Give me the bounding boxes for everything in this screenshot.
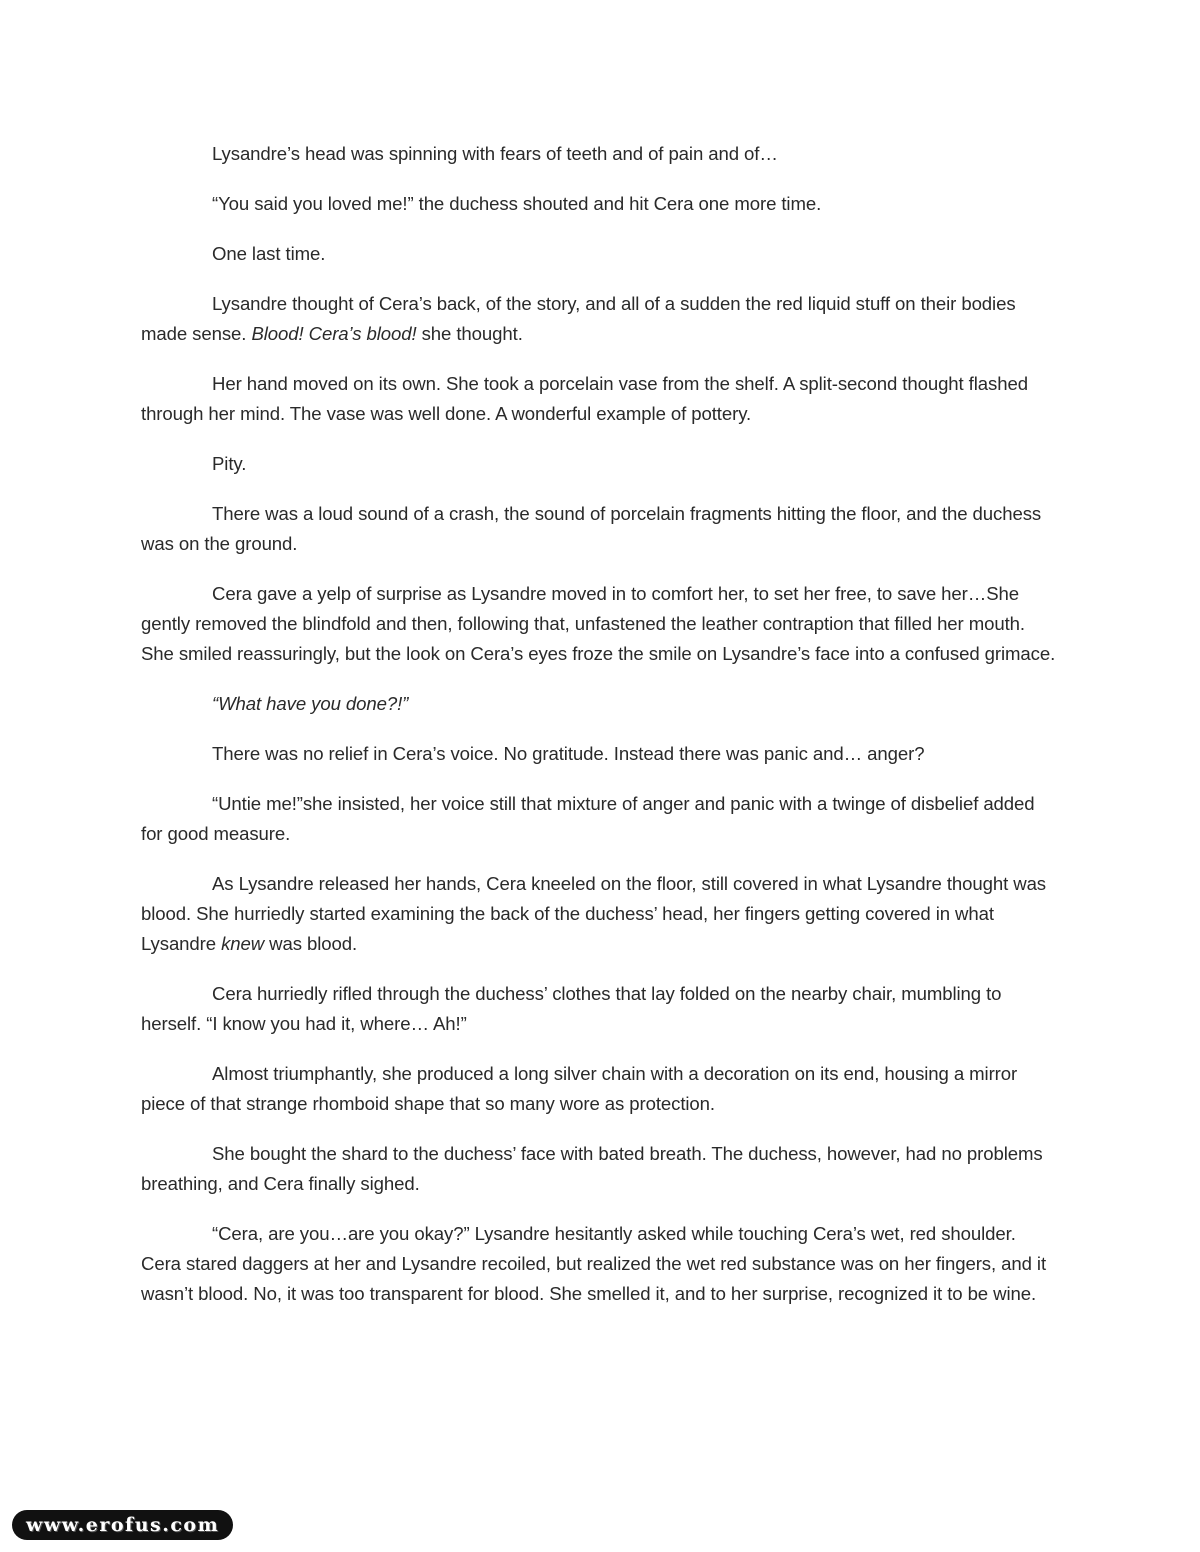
paragraph-16 (141, 1219, 1059, 1309)
text-segment: Almost triumphantly, she produced a long silver chain with a decoration on its end, housing a mirror piece of that strange rhomboid shape that so many wore as protection. (141, 1063, 1018, 1114)
italic-segment: knew (221, 933, 265, 954)
document-page (141, 139, 1059, 1329)
text-segment: One last time. (212, 243, 326, 264)
paragraph-7 (141, 499, 1059, 559)
text-segment: Cera hurriedly rifled through the duchess’ clothes that lay folded on the nearby chair, mumbling to herself. “I know you had it, where… Ah!” (141, 983, 1002, 1034)
paragraph-6 (141, 449, 1059, 479)
text-segment: Lysandre thought of Cera’s back, of the story, and all of a sudden the red liquid stuff on their bodies made sense. (141, 293, 1016, 344)
text-segment: Pity. (212, 453, 247, 474)
italic-segment: “What have you done?!” (212, 693, 409, 714)
watermark-logo: www.erofus.com (12, 1510, 233, 1540)
text-segment: Cera gave a yelp of surprise as Lysandre moved in to comfort her, to set her free, to save her…She gently removed the blindfold and then, following that, unfastened the leather contraption that filled her mouth. She smiled reassuringly, but the look on Cera’s eyes froze the smile on Lysandre’s face into a confused grimace. (141, 583, 1056, 664)
paragraph-8 (141, 579, 1059, 669)
text-segment: Her hand moved on its own. She took a porcelain vase from the shelf. A split-second thought flashed through her mind. The vase was well done. A wonderful example of pottery. (141, 373, 1028, 424)
paragraph-3 (141, 239, 1059, 269)
italic-segment: Blood! Cera’s blood! (251, 323, 417, 344)
paragraph-1 (141, 139, 1059, 169)
paragraph-9 (141, 689, 1059, 719)
text-segment: There was no relief in Cera’s voice. No gratitude. Instead there was panic and… anger? (212, 743, 925, 764)
paragraph-13 (141, 979, 1059, 1039)
paragraph-11 (141, 789, 1059, 849)
paragraph-5 (141, 369, 1059, 429)
text-segment: “Untie me!”she insisted, her voice still that mixture of anger and panic with a twinge of disbelief added for good measure. (141, 793, 1035, 844)
paragraph-15 (141, 1139, 1059, 1199)
paragraph-12 (141, 869, 1059, 959)
text-segment: Lysandre’s head was spinning with fears of teeth and of pain and of… (212, 143, 778, 164)
text-segment: she thought. (416, 323, 523, 344)
text-segment: As Lysandre released her hands, Cera kneeled on the floor, still covered in what Lysandre thought was blood. She hurriedly started examining the back of the duchess’ head, her fingers getting covered in what Lysandre (141, 873, 1047, 954)
text-segment: was blood. (264, 933, 358, 954)
text-segment: She bought the shard to the duchess’ face with bated breath. The duchess, however, had no problems breathing, and Cera finally sighed. (141, 1143, 1043, 1194)
paragraph-10 (141, 739, 1059, 769)
text-segment: “You said you loved me!” the duchess shouted and hit Cera one more time. (212, 193, 822, 214)
paragraph-4 (141, 289, 1059, 349)
text-segment: “Cera, are you…are you okay?” Lysandre hesitantly asked while touching Cera’s wet, red shoulder. Cera stared daggers at her and Lysandre recoiled, but realized the wet red substance was on her fingers, and it wasn’t blood. No, it was too transparent for blood. She smelled it, and to her surprise, recognized it to be wine. (141, 1223, 1047, 1304)
paragraph-14 (141, 1059, 1059, 1119)
text-segment: There was a loud sound of a crash, the sound of porcelain fragments hitting the floor, and the duchess was on the ground. (141, 503, 1042, 554)
paragraph-2 (141, 189, 1059, 219)
